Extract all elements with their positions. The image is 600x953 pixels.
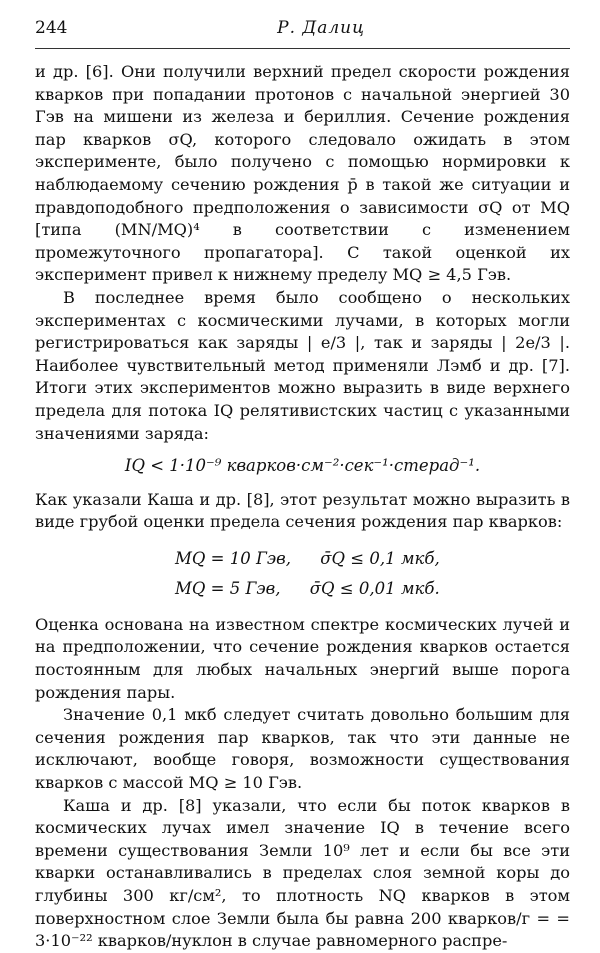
equation-flux: IQ < 1·10⁻⁹ кварков·см⁻²·сек⁻¹·стерад⁻¹. xyxy=(124,456,481,476)
equation-sigma: σ̄Q ≤ 0,01 мкб. xyxy=(309,578,440,598)
running-title: Р. Далиц xyxy=(277,18,365,38)
equation-row xyxy=(175,544,570,574)
paragraph-estimate: Оценка основана на известном спектре космических лучей и на предположении, что сечение рождения кварков остается постоянным для любых начальных энергий выше порога рождения пары. xyxy=(35,614,570,702)
equations-cross-section xyxy=(175,544,570,604)
page-body xyxy=(35,61,570,953)
equation-sigma: σ̄Q ≤ 0,1 мкб, xyxy=(320,548,440,568)
equation-row xyxy=(175,574,570,604)
equation-mass: MQ = 5 Гэв, xyxy=(175,578,281,598)
paragraph-last: Каша и др. [8] указали, что если бы поток кварков в космических лучах имел значение IQ в течение всего времени существования Земли 10⁹ лет и если бы все эти кварки останавливались в пределах слоя земной коры до глубины 300 кг/см², то плотность NQ кварков в этом поверхностном слое Земли была бы равна 200 кварков/г = = 3·10⁻²² кварков/нуклон в случае равномерного распре- xyxy=(35,795,570,951)
page-number: 244 xyxy=(35,18,68,38)
equation-mass: MQ = 10 Гэв, xyxy=(175,548,291,568)
paragraph-value: Значение 0,1 мкб следует считать довольно большим для сечения рождения пар кварков, так что эти данные не исключают, вообще говоря, возможности существования кварков с массой MQ ≥ 10 Гэв. xyxy=(35,705,570,793)
paragraph-1: и др. [6]. Они получили верхний предел скорости рождения кварков при попадании протонов с начальной энергией 30 Гэв на мишени из железа и бериллия. Сечение рождения пар кварков σQ, которого следовало ожидать в этом эксперименте, было получено с помощью нормировки к наблюдаемому сечению рождения p̄ в такой же ситуации и правдоподобного предположения о зависимости σQ от MQ [типа (MN/MQ)⁴ в соответствии с изменением промежуточного пропагатора]. С такой оценкой их эксперимент привел к нижнему пределу MQ ≥ 4,5 Гэв. xyxy=(35,62,570,285)
paragraph-2: В последнее время было сообщено о нескольких экспериментах с космическими лучами, в которых могли регистрироваться как заряды | e/3 |, так и заряды | 2e/3 |. Наиболее чувствительный метод применяли Лэмб и др. [7]. Итоги этих экспериментов можно выразить в виде верхнего предела для потока IQ релятивистских частиц с указанными значениями заряда: xyxy=(35,287,570,443)
paragraph-kasha: Как указали Каша и др. [8], этот результат можно выразить в виде грубой оценки предела сечения рождения пар кварков: xyxy=(35,489,570,532)
page xyxy=(35,18,570,953)
page-header xyxy=(35,18,570,49)
